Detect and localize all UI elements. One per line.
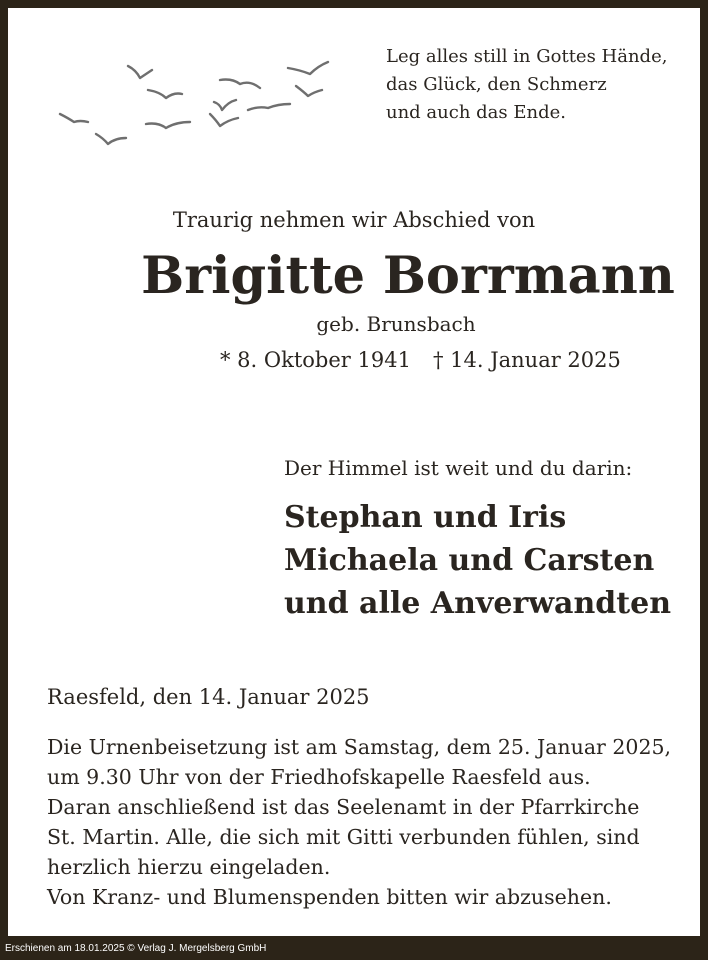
mourner-line: Michaela und Carsten bbox=[284, 543, 655, 578]
farewell-intro: Traurig nehmen wir Abschied von bbox=[172, 208, 536, 232]
mourners-list bbox=[284, 496, 671, 625]
place-date: Raesfeld, den 14. Januar 2025 bbox=[47, 685, 370, 709]
mourner-line: und alle Anverwandten bbox=[284, 586, 672, 621]
details-line: Von Kranz- und Blumenspenden bitten wir abzusehen. bbox=[47, 885, 612, 909]
death-date: † 14. Januar 2025 bbox=[432, 348, 621, 372]
mourners-heading: Der Himmel ist weit und du darin: bbox=[284, 456, 633, 480]
obituary-card bbox=[8, 8, 700, 936]
birth-date: * 8. Oktober 1941 bbox=[220, 348, 411, 372]
publication-footer: Erschienen am 18.01.2025 © Verlag J. Mergelsberg GmbH bbox=[5, 943, 267, 954]
deceased-name: Brigitte Borrmann bbox=[141, 246, 675, 306]
birth-name: geb. Brunsbach bbox=[316, 312, 476, 336]
mourner-line: Stephan und Iris bbox=[284, 500, 567, 535]
details-line: um 9.30 Uhr von der Friedhofskapelle Raesfeld aus. bbox=[47, 765, 591, 789]
details-line: St. Martin. Alle, die sich mit Gitti verbunden fühlen, sind bbox=[47, 825, 640, 849]
life-dates bbox=[220, 348, 621, 372]
quote-line: und auch das Ende. bbox=[386, 102, 566, 123]
details-line: herzlich hierzu eingeladen. bbox=[47, 855, 331, 879]
funeral-details bbox=[47, 732, 671, 912]
quote-line: das Glück, den Schmerz bbox=[386, 74, 607, 95]
details-line: Daran anschließend ist das Seelenamt in der Pfarrkirche bbox=[47, 795, 640, 819]
flying-birds-icon bbox=[48, 48, 348, 158]
details-line: Die Urnenbeisetzung ist am Samstag, dem 25. Januar 2025, bbox=[47, 735, 672, 759]
quote-line: Leg alles still in Gottes Hände, bbox=[386, 46, 668, 67]
quote-verse bbox=[386, 43, 667, 127]
